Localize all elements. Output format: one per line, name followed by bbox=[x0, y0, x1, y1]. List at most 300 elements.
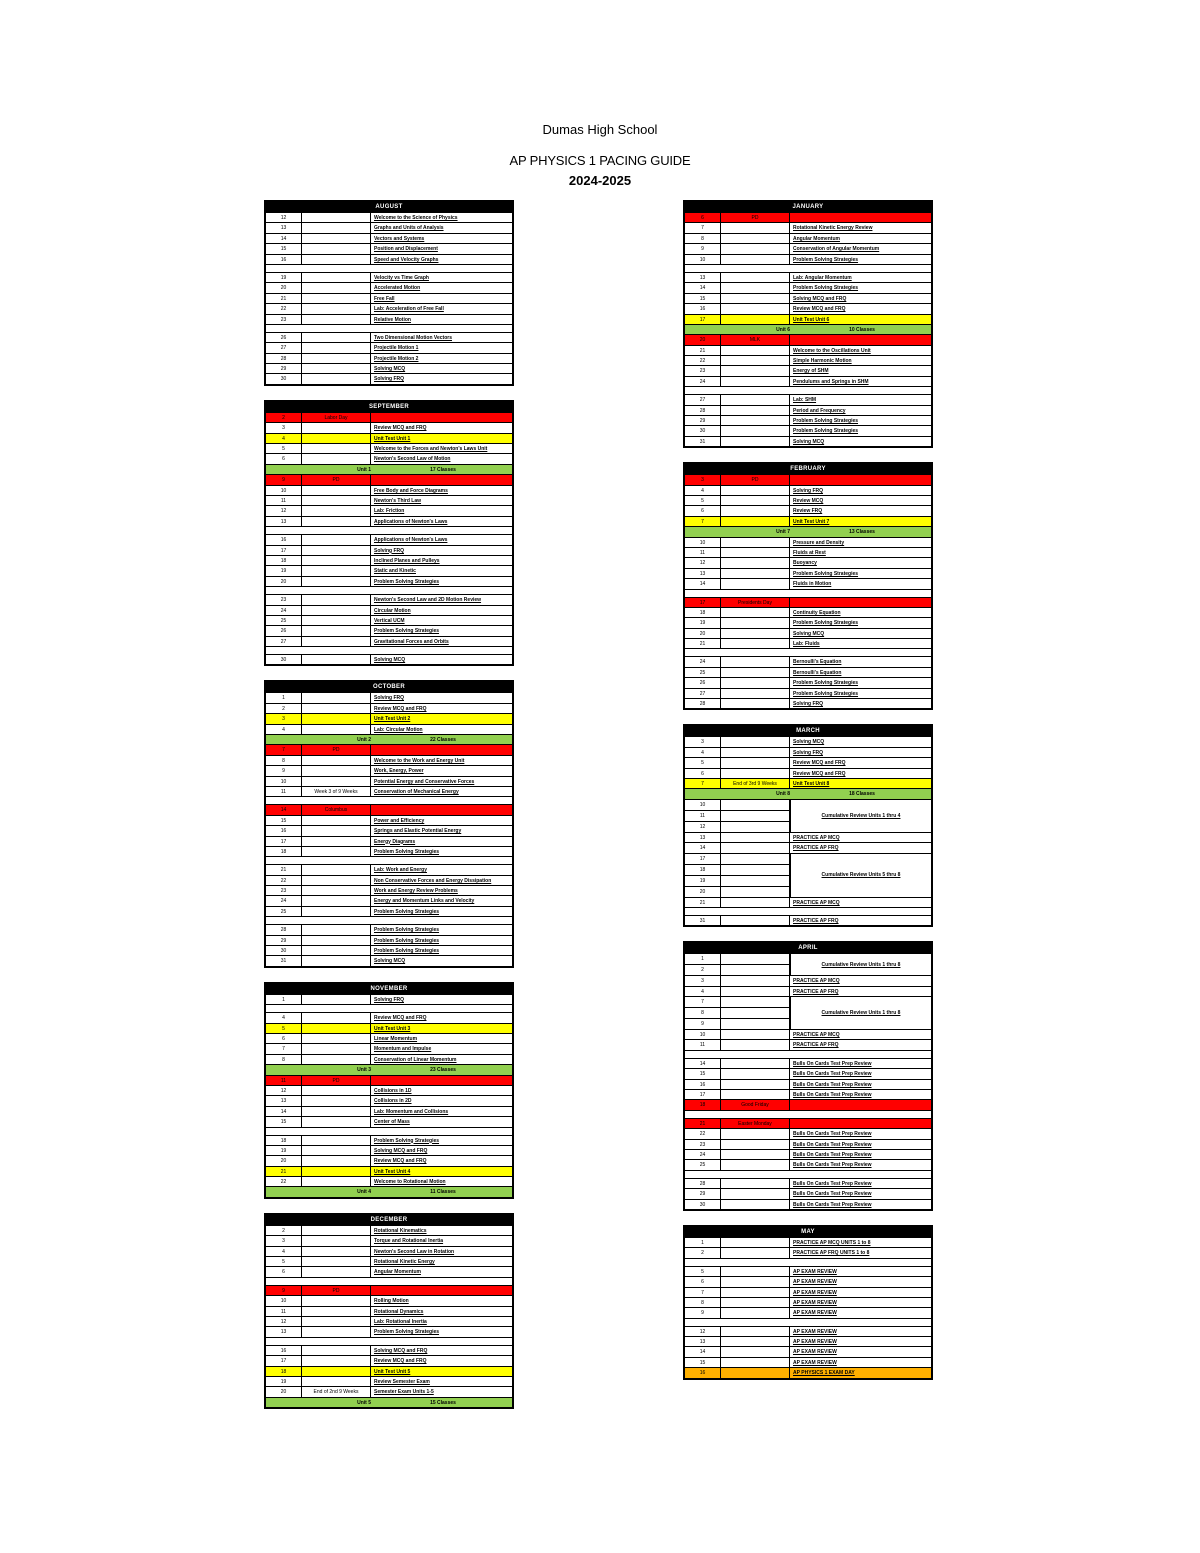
day-cell: 7 bbox=[266, 745, 302, 754]
spacer-row bbox=[266, 324, 512, 332]
table-row bbox=[685, 1188, 931, 1198]
note-cell bbox=[302, 637, 371, 646]
note-cell bbox=[721, 356, 790, 365]
day-cell: 7 bbox=[266, 1044, 302, 1053]
note-cell bbox=[721, 416, 790, 425]
topic-cell: Bulls On Cards Test Prep Review bbox=[793, 1060, 872, 1067]
table-row bbox=[685, 293, 931, 303]
topic-cell: Review MCQ and FRQ bbox=[374, 1158, 427, 1165]
spacer-row bbox=[685, 1110, 931, 1118]
table-row bbox=[266, 864, 512, 874]
spacer-row bbox=[685, 1170, 931, 1178]
topic-cell: Angular Momentum bbox=[374, 1269, 421, 1276]
day-cell: 16 bbox=[266, 255, 302, 264]
table-row bbox=[685, 1346, 931, 1356]
table-row bbox=[266, 935, 512, 945]
table-row bbox=[685, 345, 931, 355]
note-cell bbox=[721, 255, 790, 264]
note-cell bbox=[302, 517, 371, 526]
note-cell bbox=[721, 976, 790, 985]
topic-cell: Welcome to the Science of Physics bbox=[374, 215, 458, 221]
day-cell: 17 bbox=[685, 598, 721, 607]
note-cell bbox=[721, 366, 790, 375]
spacer-row bbox=[685, 1050, 931, 1058]
table-row bbox=[266, 1012, 512, 1022]
note-cell bbox=[302, 304, 371, 313]
day-cell: 8 bbox=[266, 1055, 302, 1064]
table-row bbox=[266, 332, 512, 342]
day-cell: 14 bbox=[685, 1347, 721, 1356]
table-row bbox=[266, 744, 512, 754]
day-cell: 12 bbox=[685, 822, 721, 832]
merged-review-block bbox=[685, 853, 931, 897]
day-cell: 18 bbox=[266, 556, 302, 565]
note-cell bbox=[721, 569, 790, 578]
table-row bbox=[685, 1276, 931, 1286]
note-cell bbox=[302, 1117, 371, 1126]
note-cell bbox=[302, 626, 371, 635]
topic-cell: AP EXAM REVIEW bbox=[793, 1299, 837, 1306]
table-row bbox=[685, 415, 931, 425]
topic-cell: Solving MCQ and FRQ bbox=[374, 1347, 428, 1354]
day-cell: 4 bbox=[685, 748, 721, 757]
topic-cell: Review Semester Exam bbox=[374, 1378, 430, 1385]
month-table bbox=[683, 1225, 933, 1380]
topic-cell: Bulls On Cards Test Prep Review bbox=[793, 1081, 872, 1088]
note-cell bbox=[302, 283, 371, 292]
note-cell bbox=[721, 486, 790, 495]
topic-cell: Problem Solving Strategies bbox=[793, 418, 859, 425]
topic-cell: Review MCQ and FRQ bbox=[374, 1015, 427, 1022]
day-cell bbox=[685, 325, 721, 334]
topic-cell: Solving MCQ and FRQ bbox=[793, 295, 847, 302]
day-cell: 8 bbox=[685, 234, 721, 243]
note-cell bbox=[721, 997, 790, 1007]
topic-cell: Lab: Friction bbox=[374, 508, 405, 515]
table-row bbox=[685, 607, 931, 617]
day-cell: 21 bbox=[685, 1119, 721, 1128]
topic-cell: Springs and Elastic Potential Energy bbox=[374, 828, 462, 835]
table-row bbox=[685, 436, 931, 446]
table-row bbox=[266, 314, 512, 324]
table-row bbox=[266, 755, 512, 765]
day-cell: 8 bbox=[266, 756, 302, 765]
topic-cell: Non Conservative Forces and Energy Dissipation bbox=[374, 877, 492, 884]
note-cell bbox=[721, 1080, 790, 1089]
day-cell: 4 bbox=[266, 725, 302, 734]
spacer-row bbox=[685, 589, 931, 597]
merged-review-block bbox=[685, 799, 931, 832]
note-cell bbox=[721, 315, 790, 324]
note-cell bbox=[302, 1236, 371, 1245]
spacer-row bbox=[266, 1337, 512, 1345]
month-table bbox=[683, 724, 933, 927]
table-row bbox=[266, 1166, 512, 1176]
table-row bbox=[685, 547, 931, 557]
topic-cell: Lab: Acceleration of Free Fall bbox=[374, 306, 444, 313]
table-row bbox=[266, 724, 512, 734]
note-cell bbox=[721, 1308, 790, 1317]
day-subrow bbox=[685, 875, 790, 886]
table-row bbox=[266, 363, 512, 373]
note-cell bbox=[302, 946, 371, 955]
topic-cell: 22 Classes bbox=[430, 737, 456, 744]
day-cell: 23 bbox=[266, 886, 302, 895]
page-title: AP PHYSICS 1 PACING GUIDE bbox=[509, 153, 691, 168]
day-cell: 1 bbox=[266, 995, 302, 1004]
note-cell bbox=[721, 699, 790, 708]
day-cell: 23 bbox=[685, 366, 721, 375]
table-row bbox=[685, 736, 931, 746]
topic-cell: Solving MCQ bbox=[793, 630, 825, 637]
table-row bbox=[266, 955, 512, 965]
day-cell: 21 bbox=[266, 1167, 302, 1176]
topic-cell: Conservation of Angular Momentum bbox=[793, 246, 880, 253]
review-topic: Cumulative Review Units 5 thru 8 bbox=[821, 872, 901, 879]
table-row bbox=[685, 1357, 931, 1367]
day-cell: 22 bbox=[266, 304, 302, 313]
note-cell bbox=[302, 1296, 371, 1305]
month-header: AUGUST bbox=[266, 202, 512, 212]
note-cell bbox=[721, 1019, 790, 1029]
table-row bbox=[685, 915, 931, 925]
topic-cell: 17 Classes bbox=[430, 466, 456, 473]
day-cell: 6 bbox=[685, 213, 721, 222]
day-cell: 21 bbox=[685, 346, 721, 355]
table-row bbox=[266, 1135, 512, 1145]
note-cell: Week 3 of 9 Weeks bbox=[302, 787, 371, 796]
spacer-row bbox=[266, 856, 512, 864]
topic-cell: Review MCQ and FRQ bbox=[374, 705, 427, 712]
table-row bbox=[266, 836, 512, 846]
topic-cell: Lab: Fluids bbox=[793, 641, 820, 648]
day-cell: 9 bbox=[266, 475, 302, 484]
table-row bbox=[266, 222, 512, 232]
day-cell: 11 bbox=[685, 548, 721, 557]
note-cell bbox=[302, 1167, 371, 1176]
table-row bbox=[685, 842, 931, 852]
table-row bbox=[266, 1246, 512, 1256]
day-cell: 19 bbox=[266, 1146, 302, 1155]
day-cell: 15 bbox=[685, 1069, 721, 1078]
day-cell: 20 bbox=[685, 335, 721, 344]
note-cell: PD bbox=[302, 475, 371, 484]
day-cell bbox=[685, 789, 721, 798]
topic-cell: Collisions in 1D bbox=[374, 1087, 412, 1094]
month-table bbox=[683, 941, 933, 1211]
month-table bbox=[264, 200, 514, 386]
note-cell bbox=[302, 1086, 371, 1095]
note-cell bbox=[721, 1179, 790, 1188]
table-row bbox=[685, 537, 931, 547]
day-cell: 26 bbox=[266, 626, 302, 635]
table-row bbox=[266, 495, 512, 505]
note-cell bbox=[302, 704, 371, 713]
day-cell: 22 bbox=[685, 1129, 721, 1138]
month-table bbox=[264, 982, 514, 1199]
topic-cell: AP EXAM REVIEW bbox=[793, 1349, 837, 1356]
topic-cell: Potential Energy and Conservative Forces bbox=[374, 778, 475, 785]
topic-cell: 13 Classes bbox=[849, 529, 875, 536]
day-cell: 15 bbox=[266, 816, 302, 825]
table-row bbox=[266, 303, 512, 313]
table-row bbox=[685, 1099, 931, 1109]
day-cell: 11 bbox=[685, 811, 721, 821]
topic-cell: Solving FRQ bbox=[374, 547, 404, 554]
table-row bbox=[685, 233, 931, 243]
day-cell: 16 bbox=[685, 304, 721, 313]
day-cell: 6 bbox=[685, 506, 721, 515]
note-cell bbox=[302, 1367, 371, 1376]
topic-cell: Problem Solving Strategies bbox=[374, 948, 440, 955]
day-cell: 22 bbox=[685, 356, 721, 365]
table-row bbox=[685, 376, 931, 386]
note-cell bbox=[302, 577, 371, 586]
table-row bbox=[685, 1199, 931, 1209]
topic-cell: Problem Solving Strategies bbox=[374, 848, 440, 855]
topic-cell bbox=[371, 1076, 512, 1085]
spacer-row bbox=[266, 796, 512, 804]
table-row bbox=[266, 1345, 512, 1355]
review-topic: Cumulative Review Units 1 thru 8 bbox=[821, 1010, 901, 1017]
note-cell bbox=[302, 907, 371, 916]
table-row bbox=[685, 1297, 931, 1307]
note-cell bbox=[721, 887, 790, 897]
note-cell bbox=[302, 454, 371, 463]
day-cell: 10 bbox=[685, 538, 721, 547]
topic-cell: Inclined Planes and Pulleys bbox=[374, 557, 440, 564]
topic-cell: Unit Test Unit 4 bbox=[374, 1168, 411, 1175]
topic-cell: Energy and Momentum Links and Velocity bbox=[374, 898, 475, 905]
day-cell: 29 bbox=[685, 1189, 721, 1198]
note-cell bbox=[721, 558, 790, 567]
topic-cell: AP EXAM REVIEW bbox=[793, 1268, 837, 1275]
topic-cell: Circular Motion bbox=[374, 607, 411, 614]
table-row bbox=[266, 1085, 512, 1095]
note-cell bbox=[302, 693, 371, 702]
table-row bbox=[685, 243, 931, 253]
note-cell bbox=[302, 714, 371, 723]
table-row bbox=[266, 636, 512, 646]
day-subrow bbox=[685, 810, 790, 821]
table-row bbox=[685, 778, 931, 788]
table-row bbox=[266, 786, 512, 796]
note-cell bbox=[302, 1044, 371, 1053]
day-cell: 5 bbox=[266, 1024, 302, 1033]
day-cell: 24 bbox=[266, 606, 302, 615]
day-subrow bbox=[685, 1007, 790, 1018]
topic-cell: Solving FRQ bbox=[793, 701, 823, 708]
left-column bbox=[264, 200, 514, 1423]
day-cell: 25 bbox=[266, 616, 302, 625]
day-cell: 14 bbox=[685, 283, 721, 292]
table-row bbox=[266, 1355, 512, 1365]
day-list bbox=[685, 800, 791, 832]
topic-cell: Solving FRQ bbox=[793, 487, 823, 494]
day-cell: 18 bbox=[685, 1100, 721, 1109]
table-row bbox=[266, 1033, 512, 1043]
table-row bbox=[266, 825, 512, 835]
day-cell: 30 bbox=[266, 374, 302, 383]
day-cell: 12 bbox=[266, 213, 302, 222]
topic-cell: Power and Efficiency bbox=[374, 817, 425, 824]
topic-cell: Review FRQ bbox=[793, 508, 823, 515]
note-cell bbox=[721, 1129, 790, 1138]
topic-cell: PRACTICE AP MCQ bbox=[793, 1032, 840, 1039]
day-cell: 16 bbox=[266, 1346, 302, 1355]
day-cell: 20 bbox=[266, 283, 302, 292]
note-cell bbox=[721, 737, 790, 746]
topic-cell: Two Dimensional Motion Vectors bbox=[374, 334, 452, 341]
topic-cell: Energy of SHM bbox=[793, 368, 829, 375]
table-row bbox=[685, 485, 931, 495]
topic-cell: Newton's Second Law of Motion bbox=[374, 456, 451, 463]
topic-cell: Problem Solving Strategies bbox=[374, 937, 440, 944]
note-cell bbox=[302, 213, 371, 222]
day-cell: 5 bbox=[266, 1257, 302, 1266]
table-row bbox=[266, 1235, 512, 1245]
note-cell bbox=[302, 606, 371, 615]
note-cell bbox=[721, 1358, 790, 1367]
topic-cell: PRACTICE AP MCQ UNITS 1 to 8 bbox=[793, 1239, 871, 1246]
note-cell bbox=[302, 315, 371, 324]
topic-cell: PRACTICE AP FRQ bbox=[793, 988, 839, 995]
day-cell: 7 bbox=[685, 223, 721, 232]
topic-cell: Problem Solving Strategies bbox=[793, 690, 859, 697]
day-cell: 17 bbox=[685, 1090, 721, 1099]
table-row bbox=[685, 617, 931, 627]
note-cell bbox=[302, 886, 371, 895]
note-cell bbox=[721, 1040, 790, 1049]
day-cell: 15 bbox=[685, 294, 721, 303]
table-row bbox=[266, 625, 512, 635]
note-cell bbox=[302, 506, 371, 515]
day-cell: 2 bbox=[685, 965, 721, 975]
spacer-row bbox=[266, 1127, 512, 1135]
month-header: OCTOBER bbox=[266, 682, 512, 692]
topic-cell: Unit Test Unit 1 bbox=[374, 435, 411, 442]
topic-cell: Gravitational Forces and Orbits bbox=[374, 638, 449, 645]
day-cell: 3 bbox=[685, 475, 721, 484]
note-cell bbox=[721, 1368, 790, 1377]
table-row bbox=[266, 534, 512, 544]
day-subrow bbox=[685, 886, 790, 897]
day-list bbox=[685, 997, 791, 1029]
topic-cell: Solving MCQ and FRQ bbox=[374, 1147, 428, 1154]
day-cell: 4 bbox=[685, 486, 721, 495]
topic-cell: Newton's Third Law bbox=[374, 497, 422, 504]
right-column bbox=[683, 200, 933, 1394]
day-cell: 2 bbox=[685, 1248, 721, 1257]
note-cell bbox=[721, 629, 790, 638]
note-cell bbox=[302, 234, 371, 243]
topic-cell: Problem Solving Strategies bbox=[793, 680, 859, 687]
note-cell bbox=[302, 244, 371, 253]
topic-cell: Rotational Kinetic Energy bbox=[374, 1259, 435, 1266]
note-cell: PD bbox=[302, 1286, 371, 1295]
spacer-row bbox=[266, 586, 512, 594]
day-cell: 10 bbox=[266, 486, 302, 495]
table-row bbox=[685, 688, 931, 698]
table-row bbox=[685, 495, 931, 505]
day-cell: 6 bbox=[266, 454, 302, 463]
note-cell bbox=[721, 1337, 790, 1346]
table-row bbox=[266, 703, 512, 713]
note-cell bbox=[302, 847, 371, 856]
table-row bbox=[266, 1306, 512, 1316]
day-cell: 14 bbox=[685, 843, 721, 852]
topic-cell bbox=[371, 745, 512, 754]
table-row bbox=[685, 324, 931, 334]
day-cell: 31 bbox=[266, 956, 302, 965]
note-cell bbox=[721, 865, 790, 875]
review-topic: Cumulative Review Units 1 thru 4 bbox=[821, 812, 901, 819]
day-cell: 4 bbox=[685, 987, 721, 996]
table-row bbox=[266, 594, 512, 604]
table-row bbox=[685, 1128, 931, 1138]
note-cell bbox=[721, 987, 790, 996]
note-cell bbox=[302, 1013, 371, 1022]
topic-cell: Rotational Kinematics bbox=[374, 1227, 427, 1234]
topic-cell: Vertical UCM bbox=[374, 617, 405, 624]
table-row bbox=[266, 422, 512, 432]
note-cell bbox=[302, 294, 371, 303]
topic-cell: Solving MCQ bbox=[374, 657, 406, 664]
topic-cell: Review MCQ bbox=[793, 497, 824, 504]
topic-cell: Unit Test Unit 7 bbox=[793, 518, 830, 525]
month-header: MAY bbox=[685, 1227, 931, 1237]
day-cell: 2 bbox=[266, 704, 302, 713]
note-cell bbox=[721, 689, 790, 698]
topic-cell: 18 Classes bbox=[849, 791, 875, 798]
topic-cell: Bernoulli's Equation bbox=[793, 659, 842, 666]
school-name: Dumas High School bbox=[542, 122, 658, 137]
day-cell: 17 bbox=[685, 315, 721, 324]
day-cell: 13 bbox=[685, 273, 721, 282]
topic-cell: Torque and Rotational Inertia bbox=[374, 1238, 444, 1245]
day-cell: 12 bbox=[685, 558, 721, 567]
day-cell: 7 bbox=[685, 517, 721, 526]
topic-cell: Newton's Second Law and 2D Motion Review bbox=[374, 597, 482, 604]
topic-cell: Speed and Velocity Graphs bbox=[374, 256, 439, 263]
spacer-row bbox=[685, 907, 931, 915]
topic-cell: Bulls On Cards Test Prep Review bbox=[793, 1162, 872, 1169]
day-cell: 23 bbox=[266, 315, 302, 324]
note-cell bbox=[721, 1298, 790, 1307]
topic-cell: PRACTICE AP FRQ bbox=[793, 1042, 839, 1049]
topic-cell: PRACTICE AP FRQ UNITS 1 to 8 bbox=[793, 1250, 870, 1257]
day-cell: 16 bbox=[685, 1368, 721, 1377]
table-row bbox=[685, 578, 931, 588]
day-cell: 21 bbox=[685, 898, 721, 907]
note-cell bbox=[302, 1317, 371, 1326]
day-subrow bbox=[685, 964, 790, 975]
note-cell: End of 3rd 9 Weeks bbox=[721, 779, 790, 788]
note-cell bbox=[721, 822, 790, 832]
table-row bbox=[685, 897, 931, 907]
note-cell bbox=[302, 1307, 371, 1316]
topic-cell: Problem Solving Strategies bbox=[793, 256, 859, 263]
note-cell bbox=[721, 506, 790, 515]
topic-cell: Unit Test Unit 6 bbox=[793, 316, 830, 323]
day-cell: 9 bbox=[266, 1286, 302, 1295]
table-row bbox=[685, 677, 931, 687]
topic-cell: Projectile Motion 2 bbox=[374, 355, 419, 362]
table-row bbox=[266, 776, 512, 786]
note-cell bbox=[302, 1267, 371, 1276]
month-header: MARCH bbox=[685, 726, 931, 736]
table-row bbox=[266, 545, 512, 555]
